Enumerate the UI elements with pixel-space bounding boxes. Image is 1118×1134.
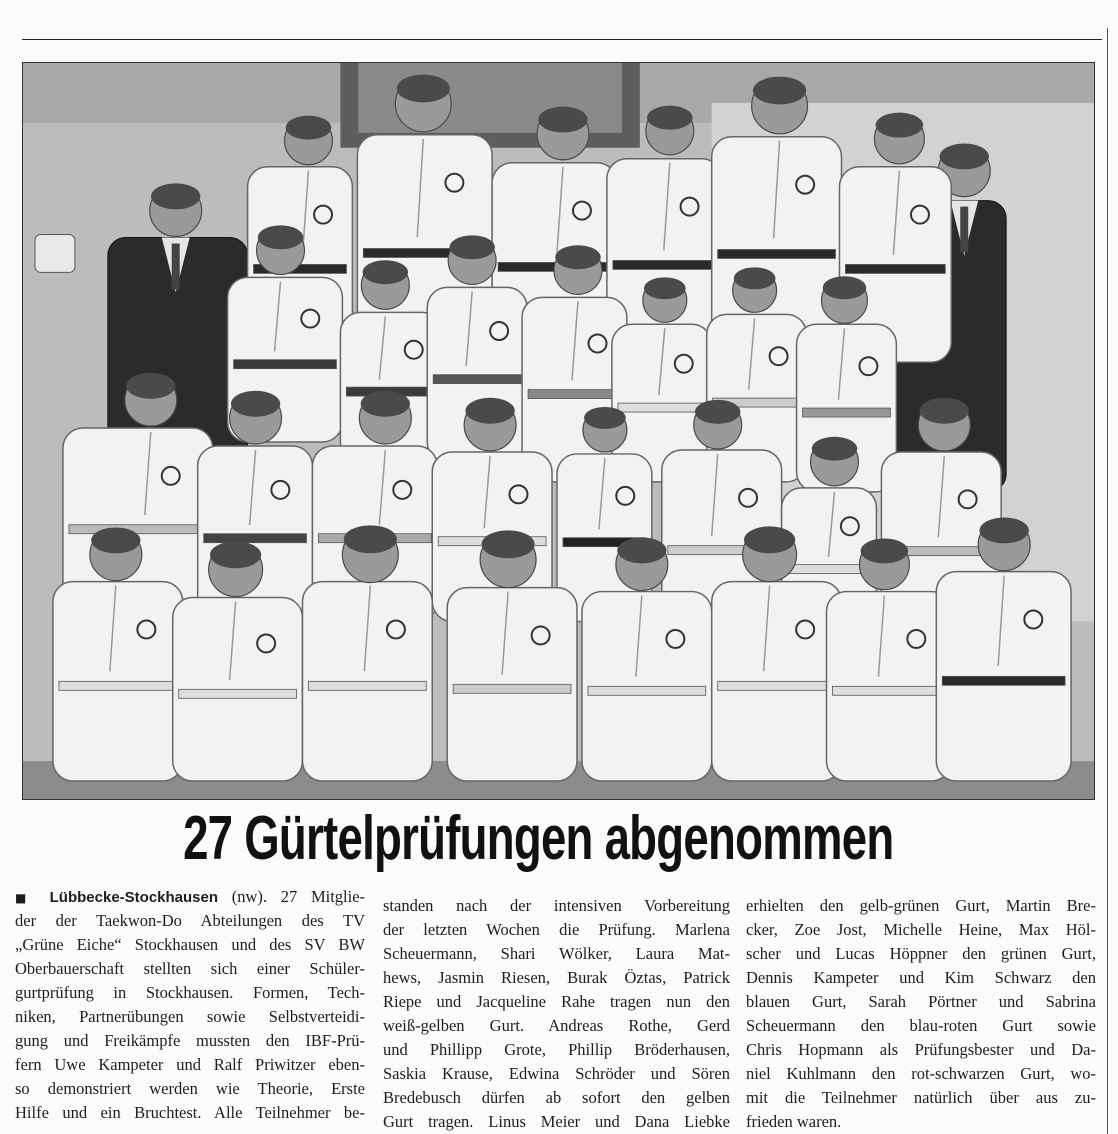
page-edge-rule	[1107, 28, 1108, 1134]
headline-container	[0, 803, 1076, 875]
person-belt	[832, 686, 945, 695]
article-line: Scheuermann den blau-roten Gurt sowie	[746, 1016, 1096, 1035]
person-hair	[538, 107, 587, 133]
person-tie	[172, 244, 180, 290]
article-column-3	[746, 894, 1096, 1134]
person-hair	[753, 77, 806, 105]
article-line: Oberbauerschaft stellten sich einer Schüler-	[15, 959, 365, 978]
person-hair	[617, 537, 666, 563]
person-hair	[584, 407, 626, 429]
article-column-1	[15, 885, 365, 1125]
person-hair	[647, 106, 693, 130]
person-belt	[204, 534, 307, 543]
person-hair	[920, 398, 969, 424]
article-line: Riepe und Jacqueline Rahe tragen nun den	[383, 992, 730, 1011]
person-belt	[179, 689, 297, 698]
person-hair	[126, 373, 175, 399]
person-hair	[940, 143, 989, 169]
person-hair	[823, 276, 867, 299]
person-belt	[528, 390, 621, 399]
article-line: der der Taekwon-Do Abteilungen des TV	[15, 911, 365, 930]
article-line: niel Kuhlmann den rot-schwarzen Gurt, wo-	[746, 1064, 1096, 1083]
article-line: Bredebusch dürfen ab sofort den gelben	[383, 1088, 730, 1107]
photo-wall-logo	[35, 235, 75, 273]
person-hair	[980, 517, 1029, 543]
person-belt	[788, 565, 871, 574]
article-line: weiß-gelben Gurt. Andreas Rothe, Gerd	[383, 1016, 730, 1035]
article-line: standen nach der intensiven Vorbereitung	[383, 896, 730, 915]
article-line: Chris Hopmann als Prüfungsbester und Da-	[746, 1040, 1096, 1059]
article-line: Saskia Krause, Edwina Schröder und Sören	[383, 1064, 730, 1083]
person-hair	[151, 183, 200, 209]
person-tie	[960, 207, 968, 253]
person-hair	[449, 235, 495, 259]
person-hair	[465, 398, 514, 424]
person-hair	[361, 391, 410, 417]
person-hair	[397, 75, 450, 103]
article-line: Hilfe und ein Bruchtest. Alle Teilnehmer be-	[15, 1103, 365, 1122]
article-line: frieden waren.	[746, 1112, 842, 1131]
article-headline: 27 Gürtelprüfungen abgenommen	[182, 804, 894, 873]
article-line: mit die Teilnehmer natürlich über aus zu-	[746, 1088, 1096, 1107]
article-line: hews, Jasmin Riesen, Burak Öztas, Patrick	[383, 968, 730, 987]
person-belt	[845, 264, 945, 273]
article-line: blauen Gurt, Sarah Pörtner und Sabrina	[746, 992, 1096, 1011]
person-belt	[433, 375, 521, 384]
article-line: der letzten Wochen die Prüfung. Marlena	[383, 920, 730, 939]
article-line: cker, Zoe Jost, Michelle Heine, Max Höl-	[746, 920, 1096, 939]
person-belt	[718, 249, 836, 258]
person-hair	[644, 277, 686, 299]
person-hair	[231, 391, 280, 417]
person-belt	[59, 681, 177, 690]
person-hair	[286, 116, 332, 140]
person-hair	[861, 538, 908, 563]
person-hair	[744, 526, 795, 553]
person-belt	[718, 681, 836, 690]
article-line: gurtprüfung in Stockhausen. Formen, Tech-	[15, 983, 365, 1002]
person-hair	[258, 225, 304, 249]
article-line: Gurt tragen. Linus Meier und Dana Liebke	[383, 1112, 730, 1131]
person-hair	[555, 245, 601, 269]
person-hair	[344, 525, 397, 553]
article-line: fern Uwe Kampeter und Ralf Priwitzer eben-	[15, 1055, 365, 1074]
person-belt	[613, 260, 716, 269]
dateline-place: Lübbecke-Stockhausen	[49, 889, 219, 906]
article-line: Dennis Kampeter und Kim Schwarz den	[746, 968, 1096, 987]
person-hair	[734, 267, 776, 289]
person-belt	[942, 676, 1065, 685]
person-belt	[69, 525, 207, 534]
person-belt	[803, 408, 891, 417]
article-line: niken, Partnerübungen sowie Selbstverteidi-	[15, 1007, 365, 1026]
group-photo-drawing	[23, 63, 1094, 799]
article-line: und Phillipp Grote, Phillip Bröderhausen,	[383, 1040, 730, 1059]
article-column-2	[383, 894, 730, 1134]
article-line: erhielten den gelb-grünen Gurt, Martin Bre-	[746, 896, 1096, 915]
article-line: „Grüne Eiche“ Stockhausen und des SV BW	[15, 935, 365, 954]
person-belt	[453, 684, 571, 693]
person-hair	[210, 541, 261, 568]
dateline-rest: (nw). 27 Mitglie-	[231, 887, 365, 906]
article-line: Scheuermann, Shari Wölker, Laura Mat-	[383, 944, 730, 963]
person-hair	[363, 260, 409, 284]
person-hair	[812, 437, 858, 461]
person-belt	[308, 681, 426, 690]
article-line: scher und Lucas Höppner den grünen Gurt,	[746, 944, 1096, 963]
person-hair	[482, 530, 535, 558]
person-hair	[91, 527, 140, 553]
person-hair	[695, 400, 741, 424]
group-photo	[22, 62, 1095, 800]
dateline-marker: ■	[15, 891, 36, 905]
person-belt	[234, 360, 337, 369]
article-line: so demonstriert werden wie Theorie, Erste	[15, 1079, 365, 1098]
top-rule	[22, 39, 1102, 40]
person-belt	[618, 403, 706, 412]
article-line: gung und Freikämpfe mussten den IBF-Prü-	[15, 1031, 365, 1050]
article-line-dateline	[15, 885, 365, 909]
person-belt	[588, 686, 706, 695]
person-hair	[876, 113, 923, 138]
